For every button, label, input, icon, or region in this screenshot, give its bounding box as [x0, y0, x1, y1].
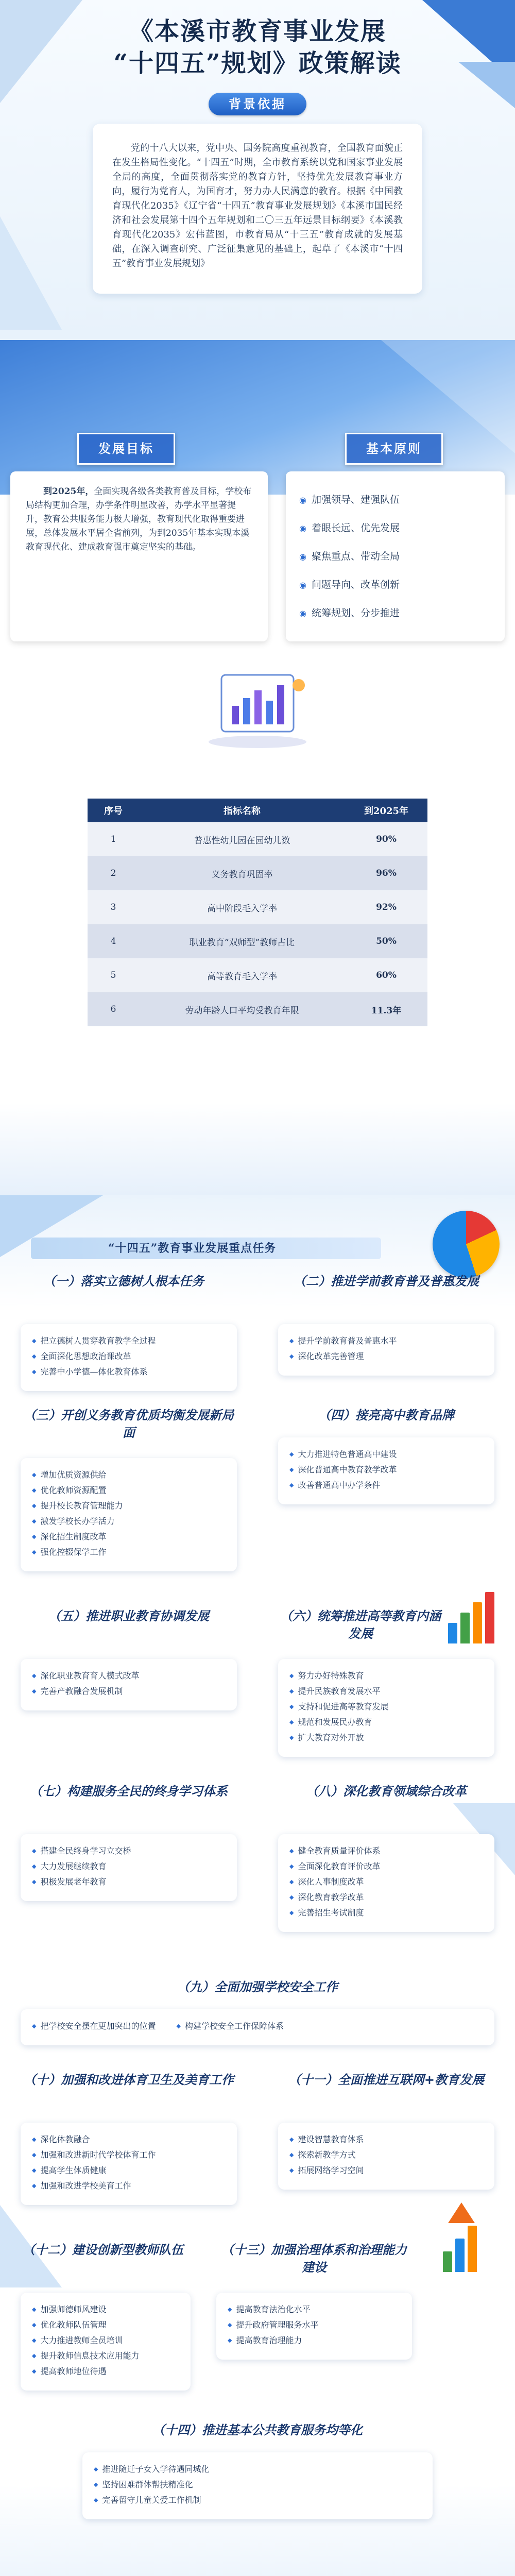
task-item: ◆ 完善招生考试制度: [289, 1905, 483, 1921]
col-header-no: 序号: [88, 799, 139, 822]
tasks-header-text: “十四五”教育事业发展重点任务: [108, 1242, 277, 1255]
cell-no: 4: [88, 924, 139, 958]
decor-bar: [455, 2239, 465, 2272]
task-item: ◆ 大力发展继续教育: [32, 1859, 226, 1874]
cell-no: 1: [88, 822, 139, 856]
task-item: ◆ 坚持困难群体帮扶精准化: [94, 2477, 421, 2493]
task-item: ◆ 健全教育质量评价体系: [289, 1843, 483, 1859]
task-item: ◆ 构建学校安全工作保障体系: [176, 2019, 283, 2036]
task-item: ◆ 扩大教育对外开放: [289, 1730, 483, 1745]
task-title-1: （一）落实立德树人根本任务: [43, 1274, 204, 1289]
task-item: ◆ 改善普通高中办学条件: [289, 1478, 483, 1493]
task-item: ◆ 把立德树人贯穿教育教学全过程: [32, 1333, 226, 1349]
principles-label: 基本原则: [345, 433, 443, 465]
report-illustration: [201, 670, 314, 752]
tasks-header: [31, 1226, 391, 1269]
bar-chart-icon: [448, 1592, 494, 1643]
pie-chart-icon: [433, 1211, 500, 1278]
task-item: ◆ 深化人事制度改革: [289, 1874, 483, 1890]
task-title-3: （三）开创义务教育优质均衡发展新局面: [24, 1408, 234, 1440]
task-title-7: （七）构建服务全民的终身学习体系: [30, 1784, 228, 1799]
task-item: ◆ 优化教师资源配置: [32, 1483, 226, 1498]
task-item: ◆ 深化体教融合: [32, 2132, 226, 2147]
task-item: ◆ 完善产教融合发展机制: [32, 1684, 226, 1699]
hero-section: [0, 0, 515, 340]
task-item: ◆ 提高教育治理能力: [228, 2333, 401, 2348]
task-item: ◆ 提升学前教育普及普惠水平: [289, 1333, 483, 1349]
title-line-2: “十四五”规划》政策解读: [113, 49, 402, 78]
task-item: ◆ 激发学校长办学活力: [32, 1514, 226, 1529]
background-label: 背景依据: [209, 93, 306, 115]
decor-bar: [468, 2226, 477, 2272]
cell-no: 6: [88, 992, 139, 1026]
task-item: ◆ 加强和改进新时代学校体育工作: [32, 2147, 226, 2163]
table-row: [88, 924, 427, 958]
task-item: ◆ 积极发展老年教育: [32, 1874, 226, 1890]
table-row: [88, 822, 427, 856]
table-row: [88, 856, 427, 890]
task-title-4: （四）接亮高中教育品牌: [318, 1408, 454, 1422]
task-item: ◆ 拓展网络学习空间: [289, 2163, 483, 2178]
decor-triangle: [0, 216, 62, 330]
cell-value: 50%: [345, 924, 427, 958]
background-text: 党的十八大以来，党中央、国务院高度重视教育，全国教育面貌正在发生格局性变化。“十四五”时期，全市教育系统以党和国家事业发展全局的高度，全面贯彻落实党的教育方针，坚持优先发展教育事业方向，履行为党育人，为国育才，努力办人民满意的教育。根据《中国教育现代化2035》《辽宁省“十四五”教育事业发展规划》《本溪市国民经济和社会发展第十四个五年规划和二〇三五年远景目标纲要》《本溪教育现代化2035》宏伟蓝图，市教育局从“十三五”教育成就的发展基础，在深入调查研究、广泛征集意见的基础上，起草了《本溪市“十四五”教育事业发展规划》: [112, 143, 403, 269]
task-title-9: （九）全面加强学校安全工作: [177, 1979, 338, 1994]
task-card-3: [21, 1458, 237, 1571]
cell-name: 高中阶段毛入学率: [139, 890, 345, 924]
task-title-10: （十）加强和改进体育卫生及美育工作: [24, 2072, 234, 2087]
indicator-table: [88, 799, 427, 1026]
goals-section: [0, 340, 515, 783]
task-item: ◆ 探索新教学方式: [289, 2147, 483, 2163]
cell-no: 5: [88, 958, 139, 992]
goals-text: [26, 485, 252, 554]
cell-value: 96%: [345, 856, 427, 890]
task-item: ◆ 规范和发展民办教育: [289, 1715, 483, 1730]
principle-item: ◉ 聚焦重点、带动全局: [299, 543, 491, 571]
task-item: ◆ 提升政府管理服务水平: [228, 2317, 401, 2333]
task-card-2: [278, 1324, 494, 1376]
task-item: ◆ 推进随迁子女入学待遇同城化: [94, 2462, 421, 2477]
task-title-2: （二）推进学前教育普及普惠发展: [294, 1274, 479, 1289]
goals-card: [10, 471, 268, 641]
cell-name: 高等教育毛入学率: [139, 958, 345, 992]
task-item: ◆ 全面深化思想政治课改革: [32, 1349, 226, 1364]
task-card-8: [278, 1834, 494, 1932]
task-item: ◆ 全面深化教育评价改革: [289, 1859, 483, 1874]
task-item: ◆ 努力办好特殊教育: [289, 1668, 483, 1684]
page-title: [93, 15, 422, 79]
task-title-13: （十三）加强治理体系和治理能力建设: [221, 2242, 407, 2275]
decor-triangle: [458, 62, 515, 108]
task-title-11: （十一）全面推进互联网+教育发展: [288, 2072, 485, 2087]
background-card: [93, 124, 422, 294]
cell-value: 90%: [345, 822, 427, 856]
principles-card: [286, 471, 505, 641]
task-item: ◆ 深化职业教育育人模式改革: [32, 1668, 226, 1684]
task-card-14: [82, 2452, 433, 2519]
principle-item: ◉ 加强领导、建强队伍: [299, 486, 491, 514]
table-row: [88, 958, 427, 992]
decor-bar: [473, 1602, 482, 1643]
goals-label: 发展目标: [77, 433, 175, 465]
task-item: ◆ 提高学生体质健康: [32, 2163, 226, 2178]
task-item: ◆ 深化改革完善管理: [289, 1349, 483, 1364]
task-card-5: [21, 1659, 237, 1710]
task-title-8: （八）深化教育领域综合改革: [306, 1784, 467, 1799]
goals-text-lead: 到2025年，: [43, 486, 94, 497]
tasks-section: [0, 1195, 515, 2576]
task-card-1: [21, 1324, 237, 1391]
task-title-14: （十四）推进基本公共教育服务均等化: [152, 2422, 363, 2437]
task-item: ◆ 建设智慧教育体系: [289, 2132, 483, 2147]
task-item: ◆ 深化招生制度改革: [32, 1529, 226, 1545]
task-card-9: [21, 2009, 494, 2045]
decor-triangle: [0, 0, 82, 103]
cell-value: 11.3年: [345, 992, 427, 1026]
task-title-5: （五）推进职业教育协调发展: [48, 1608, 209, 1623]
task-item: ◆ 大力推进教师全员培训: [32, 2333, 179, 2348]
table-row: [88, 890, 427, 924]
principle-item: ◉ 问题导向、改革创新: [299, 571, 491, 599]
task-item: ◆ 提升教师信息技术应用能力: [32, 2348, 179, 2364]
task-item: ◆ 提高教师地位待遇: [32, 2364, 179, 2379]
task-card-12: [21, 2293, 191, 2391]
task-item: ◆ 增加优质资源供给: [32, 1467, 226, 1483]
task-item: ◆ 大力推进特色普通高中建设: [289, 1447, 483, 1462]
decor-wave: [0, 1103, 515, 1195]
task-title-12: （十二）建设创新型教师队伍: [23, 2242, 183, 2257]
cell-name: 职业教育“双师型”教师占比: [139, 924, 345, 958]
decor-bar: [448, 1623, 457, 1643]
table-header-row: [88, 799, 427, 822]
task-item: ◆ 加强师德师风建设: [32, 2302, 179, 2317]
task-item: ◆ 深化教育教学改革: [289, 1890, 483, 1905]
task-item: ◆ 完善留守儿童关爱工作机制: [94, 2493, 421, 2508]
task-card-6: [278, 1659, 494, 1757]
principle-item: ◉ 统筹规划、分步推进: [299, 599, 491, 628]
title-line-1: 《本溪市教育事业发展: [128, 17, 386, 46]
decor-bar: [443, 2251, 452, 2272]
task-card-7: [21, 1834, 237, 1901]
task-card-13: [216, 2293, 412, 2360]
decor-bar: [460, 1613, 470, 1643]
task-card-4: [278, 1437, 494, 1504]
goals-text-body: 全面实现各级各类教育普及目标，学校布局结构更加合理，办学条件明显改善，办学水平显著提升，教育公共服务能力极大增强，教育现代化取得重要进展，总体发展水平居全省前列，为到2035年基本实现本溪教育现代化、建成教育强市奠定坚实的基础。: [26, 486, 252, 552]
cell-no: 2: [88, 856, 139, 890]
task-item: ◆ 完善中小学德—体化教育体系: [32, 1364, 226, 1380]
task-item: ◆ 支持和促进高等教育发展: [289, 1699, 483, 1715]
cell-no: 3: [88, 890, 139, 924]
task-item: ◆ 优化教师队伍管理: [32, 2317, 179, 2333]
decor-bar: [485, 1592, 494, 1643]
task-item: ◆ 加强和改进学校美育工作: [32, 2178, 226, 2194]
task-card-11: [278, 2123, 494, 2190]
cell-name: 义务教育巩固率: [139, 856, 345, 890]
arrow-up-icon: [448, 2202, 475, 2223]
task-item: ◆ 提升民族教育发展水平: [289, 1684, 483, 1699]
task-card-10: [21, 2123, 237, 2205]
principle-item: ◉ 着眼长远、优先发展: [299, 514, 491, 543]
col-header-name: 指标名称: [139, 799, 345, 822]
task-item: ◆ 强化控辍保学工作: [32, 1545, 226, 1560]
task-item: ◆ 搭建全民终身学习立交桥: [32, 1843, 226, 1859]
task-item: ◆ 把学校安全摆在更加突出的位置: [32, 2019, 156, 2036]
cell-name: 劳动年龄人口平均受教育年限: [139, 992, 345, 1026]
task-title-6: （六）统筹推进高等教育内涵发展: [280, 1608, 441, 1641]
cell-value: 60%: [345, 958, 427, 992]
indicator-section: [0, 783, 515, 1195]
task-item: ◆ 提高教育法治化水平: [228, 2302, 401, 2317]
task-item: ◆ 深化普通高中教育教学改革: [289, 1462, 483, 1478]
col-header-value: 到2025年: [345, 799, 427, 822]
cell-value: 92%: [345, 890, 427, 924]
bar-chart-icon: [443, 2226, 477, 2272]
cell-name: 普惠性幼儿园在园幼儿数: [139, 822, 345, 856]
task-item: ◆ 提升校长教育管理能力: [32, 1498, 226, 1514]
table-row: [88, 992, 427, 1026]
